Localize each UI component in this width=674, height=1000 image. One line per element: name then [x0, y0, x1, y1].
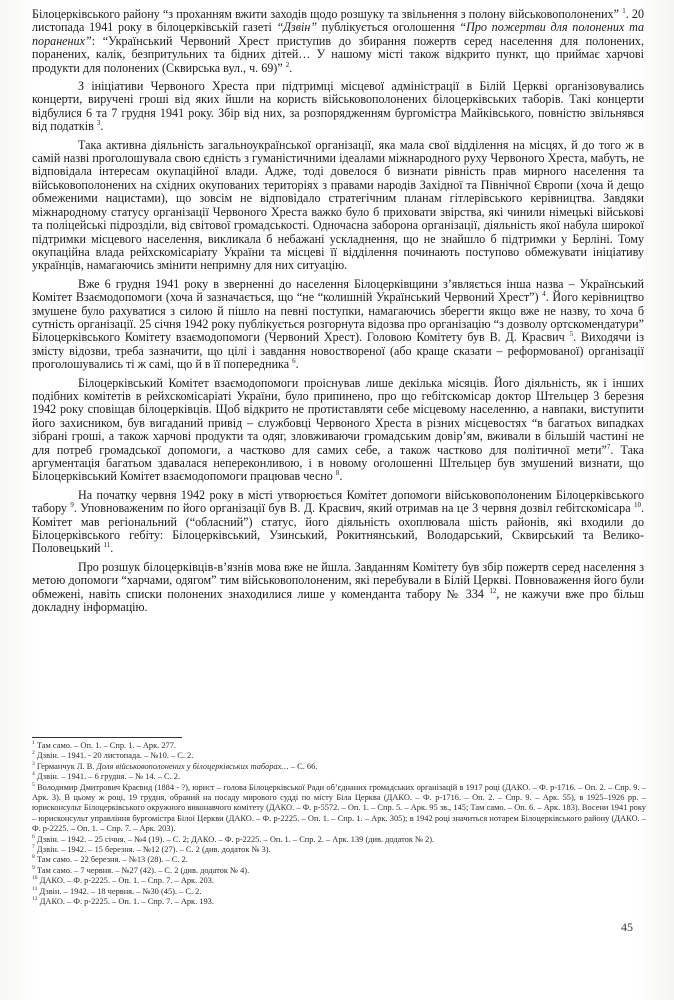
footnote-number: 9 — [32, 865, 35, 872]
footnote — [32, 751, 646, 761]
footnote-number: 4 — [32, 771, 35, 778]
footnote-number: 5 — [32, 781, 35, 788]
paragraph: Вже 6 грудня 1941 року в зверненні до населення Білоцерківщини з’являється інша назва – Український Комітет Взаємодопомоги (хоча й зазначається, що “не “колишній Український Червоний Хрест”) $^4$. Його керівництво змушене було рахуватися з силою й пішло на певні поступки, намагаючись зберегти якщо вже не назву, то хоча б сутність організації. 25 січня 1942 року публікується розгорнута відозва про організацію “з дозволу ортскомендатури” Білоцерківського Комітету взаємодопомоги (Червоний Хрест). Головою Комітету був В. Д. Красвич $^5$. Виходячи із змісту відозви, треба зазначити, що цілі і завдання новоствореної (або краще сказати – реформованої) організації проголошувались ті ж самі, що й в її попередника $^6$. — [32, 276, 645, 372]
footnote-text: Дзвін. – 1941. – 6 грудня. – № 14. – С. 2. — [34, 772, 181, 782]
page-number: 45 — [621, 920, 633, 934]
footnote-number: 2 — [32, 750, 35, 757]
footnote-text: Германчук Л. В. Доля військовополонених у білоцерківських таборах… – С. 66. — [34, 761, 318, 771]
footnote — [32, 741, 646, 751]
footnote — [32, 887, 646, 897]
footnote-text: Дзвін. – 1942. – 25 січня. – №4 (19). – С. 2; ДАКО. – Ф. р-2225. – Оп. 1. – Спр. 2. – Арк. 139 (див. додаток № 2). — [34, 834, 435, 844]
footnote-number: 7 — [32, 844, 35, 851]
footnote-number: 8 — [32, 854, 35, 861]
footnote-text: Там само. – 22 березня. – №13 (28). – С. 2. — [34, 855, 188, 865]
footnote-number: 6 — [32, 833, 35, 840]
footnote-text: Там само. – 7 червня. – №27 (42). – С. 2 (див. додаток № 4). — [34, 865, 250, 875]
footnote-text: ДАКО. – Ф. р-2225. – Оп. 1. – Спр. 7. – Арк. 203. — [37, 876, 214, 886]
paragraph: Про розшук білоцерківців-в’язнів мова вже не йшла. Завданням Комітету був збір пожертв серед населення з метою допомоги “харчами, одягом” тим військовополоненим, які перебували в Білій Церкві. Повноваження його були обмежені, навіть списки полонених знаходилися лише у коменданта табору № 334 $^{12}$, не кажучи вже про більш докладну інформацію. — [32, 559, 644, 615]
footnote-number: 10 — [32, 875, 38, 882]
footnote — [32, 866, 646, 876]
paragraph: На початку червня 1942 року в місті утворюється Комітет допомоги військовополоненим Білоцерківського табору $^9$. Уповноваженим по його організації був В. Д. Красвич, який отримав на це 3 червня дозвіл гебітскомісара $^{10}$. Комітет мав регіональний (“обласний”) статус, його діяльність охоплювала шість районів, які входили до Білоцерківського гебіту: Білоцерківський, Узинський, Рокитнянський, Володарський, Сквирський та Велико-Половецький $^{11}$. — [32, 487, 645, 556]
footnote — [32, 876, 646, 886]
footnote-number: 11 — [32, 885, 38, 892]
footnote — [32, 835, 646, 845]
footnote-number: 3 — [32, 761, 35, 768]
footnote — [32, 897, 646, 907]
footnote-number: 12 — [32, 896, 38, 903]
paragraph: З ініціативи Червоного Хреста при підтримці місцевої адміністрації в Білій Церкві організовувались концерти, виручені гроші від яких йшли на користь військовополонених білоцерківських таборів. Такі концерти відбулися 6 та 7 грудня 1941 року. Збір від них, за розпорядженням бургомістра Майківського, повністю звільнявся від податків $^3$. — [32, 79, 644, 134]
footnote — [32, 855, 646, 865]
footnotes — [32, 741, 646, 908]
footnote-number: 1 — [32, 740, 35, 747]
paragraph: Білоцерківського району “з проханням вжити заходів щодо розшуку та звільнення з полону військовополонених” $^1$. 20 листопада 1941 року в білоцерківській газеті “Дзвін” публікується оголошення “Про пожертви для полонених та поранених”: “Український Червоний Хрест приступив до збирання пожертв серед населення для полонених, поранених, калік, безпритульних та бідних дітей… У нашому місті також відкрито пункт, що приймає харчові продукти для полонених (Сквирська вул., ч. 69)” $^2$. — [32, 6, 645, 75]
main-text — [32, 8, 644, 619]
footnote — [32, 845, 646, 855]
paragraph: Білоцерківський Комітет взаємодопомоги проіснував лише декілька місяців. Його діяльність, як і інших подібних комітетів в рейхскомісаріаті України, було припинено, про що гебітскомісар доктор Штельцер 3 березня 1942 року сповіщав білоцерківців. Щоб відкрито не протиставляти себе місцевому населенню, а навпаки, виступити його захисником, був вигаданий привід – службовці Червоного Хреста в різних місцевостях “в багатьох випадках зібрані гроші, а також харчові продукти та одяг, зловживаючи громадським довір’ям, вживали в більшій частині не для потреб громадської допомоги, а частково для самих себе, а також частково для політичної мети”$^7$. Така аргументація багатьом здавалася непереконливою, і в новому оголошенні Штельцер був змушений визнати, що Білоцерківський Комітет взаємодопомоги працював чесно $^8$. — [32, 375, 644, 484]
paragraph: Така активна діяльність загальноукраїнської організації, яка мала свої відділення на місцях, й до того ж в самій назві проголошувала свою єдність з гуманістичними ідеалами міжнародного руху Червоного Хреста, мабуть, не відповідала інтересам окупаційної влади. Адже, тоді довелося б визнати рівність прав мирного населення та військовополонених на східних окупованих територіях з правами народів Західної та Північної Європи (хоча й дещо обмеженими нацистами), що зовсім не відповідало стратегічним планам гітлерівського керівництва. Завдяки міжнародному статусу організації Червоного Хреста важко було б приховати звірства, які чинили німецькі військові та поліцейські підрозділи, від світової громадськості. Одночасна заборона організації, діяльність якої набула широкої підтримки місцевого населення, викликала б небажані ускладнення, що не знайшло б підтримки у Берліні. Тому окупаційна влада рейхскомісаріату України та місцеві її відділення починають поступово обмежувати ініціативу українців, намагаючись змінити непримну для них ситуацію. — [32, 137, 644, 273]
footnote-text: Дзвін. – 1942. – 15 березня. – №12 (27). – С. 2 (див. додаток № 3). — [34, 845, 271, 855]
footnote-text: ДАКО. – Ф. р-2225. – Оп. 1. – Спр. 7. – Арк. 193. — [37, 897, 214, 907]
footnote-text: Дзвін. – 1941. - 20 листопада. – №10. – С. 2. — [34, 751, 194, 761]
footnote-text: Там само. – Оп. 1. – Спр. 1. – Арк. 277. — [34, 741, 177, 750]
footnote-text: Володимир Дмитрович Краєвид (1884 - ?), юрист – голова Білоцерківської Ради об’єднаних громадських організацій в 1917 році (ДАКО. – Ф. р-1716. – Оп. 2. – Спр. 9. – Арк. 3). В цьому ж році, 19 грудня, обраний на посаду мирового судді по місту Біла Церква (ДАКО. – Ф. р-1716. – Оп. 2. – Спр. 9. – Арк. 55), в 1925–1926 рр. – юрисконсульт Білоцерківського окружного виконавчого комітету (ДАКО. – Ф. р-5572. – Оп. 1. – Спр. 5. – Арк. 95 зв., 145; Там само. – Оп. 6. – Арк. 183). Восени 1941 року – юрисконсульт управління бургомістра Білої Церкви (ДАКО. – Ф. р-2225. – Оп. 1. – Спр. 1. – Арк. 305); в 1942 році значиться нотарем Білоцерківського району (ДАКО. – Ф. р-2225. – Оп. 1. – Спр. 7. – Арк. 203). — [32, 782, 646, 834]
footnote — [32, 762, 646, 772]
footnote — [32, 783, 646, 835]
footnote-separator — [32, 737, 182, 738]
footnote-text: Дзвін. – 1942. – 18 червня. – №30 (45). – С. 2. — [37, 886, 202, 896]
footnote — [32, 772, 646, 782]
